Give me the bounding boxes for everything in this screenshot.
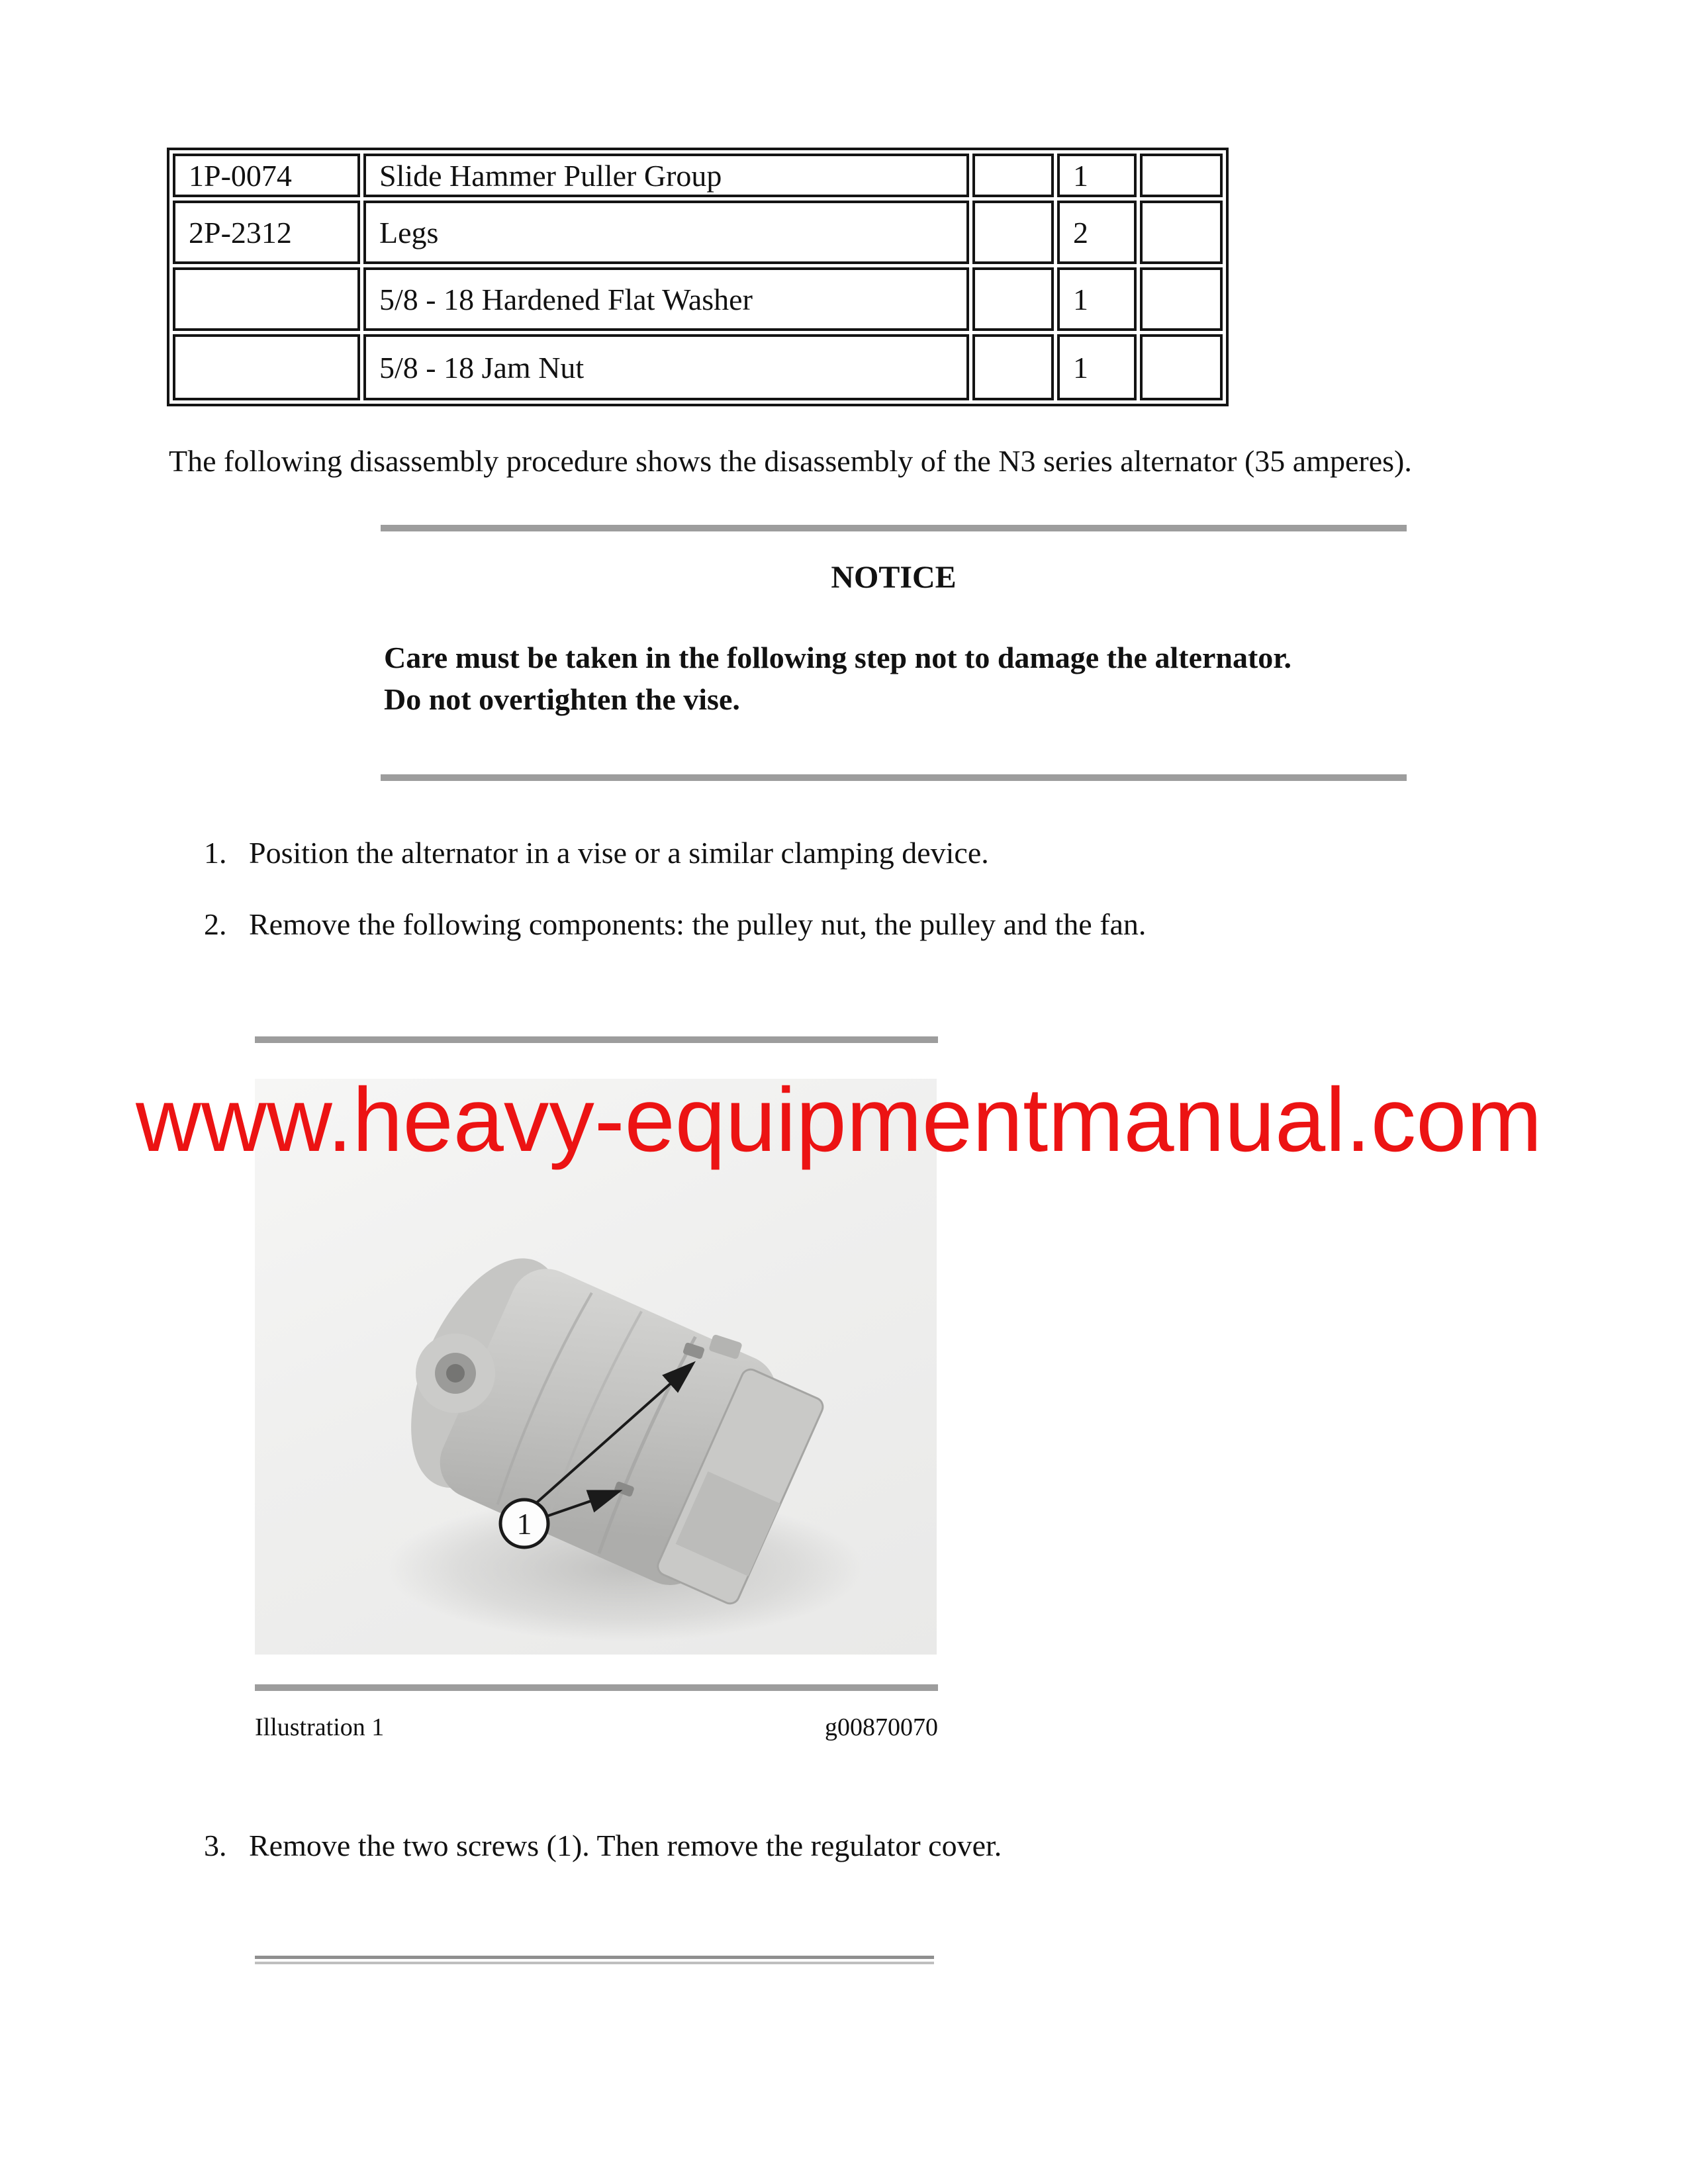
description-cell: 5/8 - 18 Hardened Flat Washer (363, 267, 969, 331)
empty-cell (1140, 201, 1223, 264)
empty-cell (972, 334, 1054, 400)
step-1 (204, 835, 989, 870)
mounting-ear (416, 1334, 495, 1413)
step-number: 2. (204, 907, 227, 941)
quantity-cell: 1 (1057, 267, 1137, 331)
part-number-cell (173, 267, 360, 331)
caption-reference-number: g00870070 (825, 1713, 938, 1741)
empty-cell (1140, 267, 1223, 331)
notice-line-1: Care must be taken in the following step not to damage the alternator. (384, 641, 1291, 674)
step-text: Remove the two screws (1). Then remove the regulator cover. (249, 1829, 1002, 1862)
notice-title: NOTICE (831, 560, 957, 595)
step-number: 1. (204, 836, 227, 870)
notice-line-2: Do not overtighten the vise. (384, 682, 740, 716)
quantity-cell: 1 (1057, 154, 1137, 197)
table-row (173, 154, 1223, 197)
description-cell: 5/8 - 18 Jam Nut (363, 334, 969, 400)
step-2 (204, 907, 1146, 942)
caption-title: Illustration 1 (255, 1713, 385, 1741)
empty-cell (972, 267, 1054, 331)
watermark: www.heavy-equipmentmanual.com (136, 1069, 1542, 1171)
empty-cell (1140, 154, 1223, 197)
intro-paragraph: The following disassembly procedure shows the disassembly of the N3 series alternator (35 amperes). (169, 444, 1412, 478)
callout-label: 1 (516, 1507, 532, 1541)
table-row (173, 267, 1223, 331)
notice-bottom-rule (381, 774, 1407, 781)
description-cell: Slide Hammer Puller Group (363, 154, 969, 197)
section-bottom-rule (255, 1956, 934, 1964)
illustration-top-rule (255, 1036, 938, 1043)
notice-body (384, 637, 1350, 720)
illustration-caption (255, 1713, 938, 1742)
notice-top-rule (381, 525, 1407, 531)
quantity-cell: 1 (1057, 334, 1137, 400)
table-row (173, 201, 1223, 264)
empty-cell (972, 201, 1054, 264)
illustration-bottom-rule (255, 1684, 938, 1691)
step-text: Remove the following components: the pulley nut, the pulley and the fan. (249, 907, 1147, 941)
empty-cell (972, 154, 1054, 197)
step-3 (204, 1828, 1002, 1863)
step-text: Position the alternator in a vise or a similar clamping device. (249, 836, 989, 870)
part-number-cell (173, 334, 360, 400)
description-cell: Legs (363, 201, 969, 264)
part-number-cell: 2P-2312 (173, 201, 360, 264)
table-row (173, 334, 1223, 400)
parts-table (167, 148, 1229, 406)
step-number: 3. (204, 1829, 227, 1862)
part-number-cell: 1P-0074 (173, 154, 360, 197)
empty-cell (1140, 334, 1223, 400)
quantity-cell: 2 (1057, 201, 1137, 264)
